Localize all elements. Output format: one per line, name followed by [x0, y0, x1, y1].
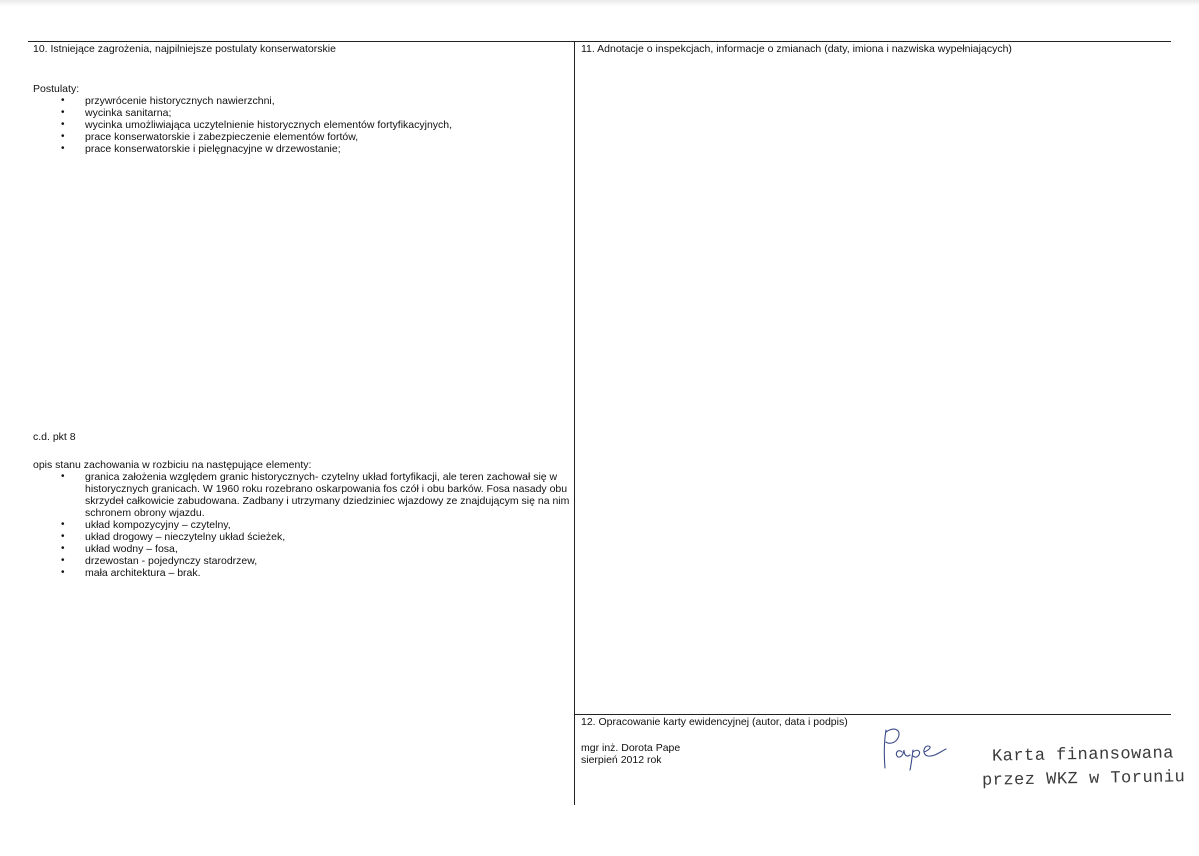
author-date: sierpień 2012 rok [581, 754, 662, 766]
financing-stamp [982, 744, 1185, 792]
section11-title: 11. Adnotacje o inspekcjach, informacje o zmianach (daty, imiona i nazwiska wypełniających) [581, 43, 1012, 55]
list-item: • wycinka umożliwiająca uczytelnienie historycznych elementów fortyfikacyjnych, [33, 119, 568, 131]
top-border [28, 41, 1171, 42]
list-item: • przywrócenie historycznych nawierzchni, [33, 95, 568, 107]
list-item: • prace konserwatorskie i pielęgnacyjne w drzewostanie; [33, 143, 568, 155]
section10-title: 10. Istniejące zagrożenia, najpilniejsze postulaty konserwatorskie [33, 43, 336, 55]
stamp-line-1: Karta finansowana [991, 744, 1175, 767]
column-divider [574, 41, 575, 805]
list-item: • granica założenia względem granic historycznych- czytelny układ fortyfikacji, ale teren zachował się w historycznych granicach. W 1960 roku rozebrano oskarpowania fos czół i obu barków. Fosa nasady obu skrzydeł całkowicie zabudowana. Zadbany i utrzymany dziedziniec wjazdowy ze znajdującym się na nim schronem obrony wjazdu. [33, 471, 573, 519]
list-item: • prace konserwatorskie i zabezpieczenie elementów fortów, [33, 131, 568, 143]
stamp-line-2: przez WKZ w Toruniu [981, 768, 1186, 791]
opis-block [33, 459, 573, 579]
list-item: • drzewostan - pojedynczy starodrzew, [33, 555, 573, 567]
scan-edge [0, 0, 1199, 6]
postulaty-list [33, 95, 568, 155]
list-item: • mała architektura – brak. [33, 567, 573, 579]
section12-title: 12. Opracowanie karty ewidencyjnej (autor, data i podpis) [581, 716, 848, 728]
elements-list [33, 471, 573, 579]
opis-label: opis stanu zachowania w rozbiciu na następujące elementy: [33, 459, 312, 471]
postulaty-block [33, 83, 568, 155]
postulaty-label: Postulaty: [33, 83, 80, 95]
section12-border [574, 714, 1171, 715]
list-item: • układ kompozycyjny – czytelny, [33, 519, 573, 531]
list-item: • układ drogowy – nieczytelny układ ścieżek, [33, 531, 573, 543]
list-item: • wycinka sanitarna; [33, 107, 568, 119]
list-item: • układ wodny – fosa, [33, 543, 573, 555]
cd-label: c.d. pkt 8 [33, 431, 76, 443]
signature-image [880, 722, 960, 772]
author-name: mgr inż. Dorota Pape [581, 742, 681, 754]
